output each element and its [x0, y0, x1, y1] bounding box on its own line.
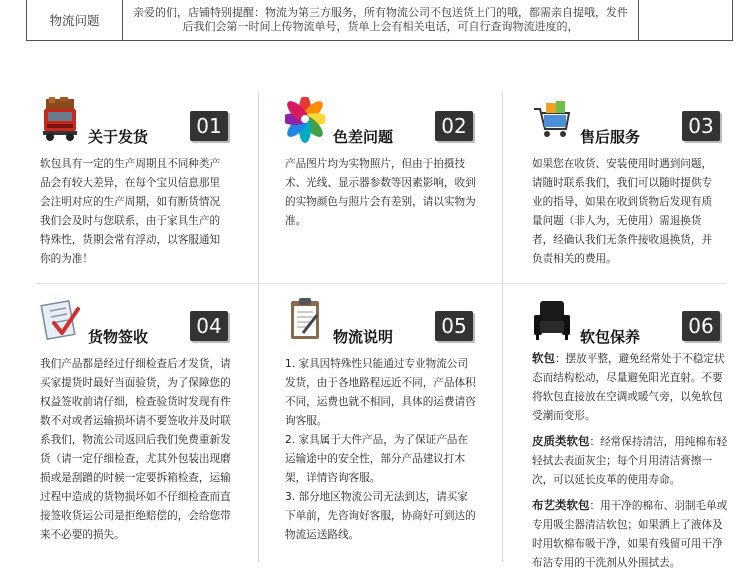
shopping-cart-icon: [532, 97, 572, 143]
section-care: [532, 297, 748, 573]
section-color-difference: [285, 97, 501, 231]
section-shipping: [40, 97, 256, 269]
section-body: 软包具有一定的生产周期且不同种类产品会有较大差异，在每个宝贝信息那里会注明对应的生产周期，如有断货情况我们会及时与您联系，由于家具生产的特殊性，货期会常有浮动，以客服通知你的为准！: [40, 158, 221, 265]
care-paragraph: 布艺类软包：用干净的棉布、羽制毛单或专用吸尘器清洁软包；如果洒上了液体及时用软棉布吸干净，如果有残留可用干净布沾专用的干洗剂从外围拭去。: [532, 498, 728, 569]
section-title: 物流说明: [333, 328, 394, 346]
logistics-point: 2. 家具属于大件产品，为了保证产品在运输途中的安全性，部分产品建议打木架，详情咨询客服。: [285, 434, 468, 484]
section-title: 色差问题: [333, 128, 394, 146]
care-paragraph: 软包：摆放平整，避免经常处于不稳定状态而结构松动，尽量避免阳光直射。不要将软包直接放在空调或暖气旁，以免软包受潮而变形。: [532, 351, 725, 422]
column-divider: [258, 92, 259, 562]
checklist-icon: [40, 297, 80, 343]
logistics-label: 物流问题: [27, 0, 123, 40]
section-receipt: [40, 297, 256, 545]
section-body: 如果您在收货、安装使用时遇到问题，请随时联系我们，我们可以随时提供专业的指导，如果在收到货物后发现有质量问题（非人为，无使用）需退换货者，经确认我们无条件接收退换货，并负责相关的费用。: [532, 158, 713, 265]
section-number: 04: [190, 311, 228, 341]
section-title: 软包保养: [580, 328, 641, 346]
section-number: 03: [682, 111, 720, 141]
section-logistics: [285, 297, 501, 545]
section-title: 关于发货: [88, 128, 149, 146]
clipboard-icon: [285, 297, 325, 343]
logistics-text: 亲爱的们，店铺特别提醒：物流为第三方服务，所有物流公司不包送货上门的哦，都需亲自提哦，发件后我们会第一时间上传物流单号，货单上会有相关电话，可自行查询物流进度的，: [123, 0, 639, 40]
section-body: [285, 355, 477, 545]
color-wheel-icon: [285, 97, 325, 143]
armchair-icon: [532, 297, 572, 343]
column-divider: [502, 92, 503, 562]
section-title: 售后服务: [580, 128, 641, 146]
section-number: 05: [435, 311, 473, 341]
delivery-truck-icon: [40, 97, 80, 143]
care-paragraph: 皮质类软包：经常保持清洁，用纯棉布轻轻拭去表面灰尘；每个月用清洁膏擦一次，可以延长皮革的使用寿命。: [532, 434, 728, 486]
section-body: 我们产品都是经过仔细检查后才发货，请买家提货时最好当面验货，为了保障您的权益签收前请仔细，检查验货时发现有件数不对或者运输损坏请不要签收并及时联系我们，物流公司返回后我们免费重新发货（请一定仔细检查，尤其外包装出现磨损或是刮蹭的时候一定要拆箱检查，运输过程中造成的货物损坏如不仔细检查而直接签收货运公司是拒绝赔偿的，会给您带来不必要的损失。: [40, 358, 231, 541]
logistics-point: 3. 部分地区物流公司无法到达，请买家下单前，先咨询好客服，协商好可到达的物流运送路线。: [285, 491, 476, 541]
section-after-sales: [532, 97, 748, 269]
section-body: 产品图片均为实物照片，但由于拍摄技术、光线、显示器参数等因素影响，收到的实物颜色与照片会有差别，请以实物为准。: [285, 158, 476, 227]
logistics-point: 1. 家具因特殊性只能通过专业物流公司发货，由于各地路程远近不同，产品体积不同，运费也就不相同，具体的运费请咨询客服。: [285, 358, 476, 427]
section-body: [532, 349, 728, 573]
section-number: 02: [435, 111, 473, 141]
logistics-notice-table: [26, 0, 733, 41]
section-number: 01: [190, 111, 228, 141]
section-number: 06: [682, 311, 720, 341]
section-title: 货物签收: [88, 328, 149, 346]
row-divider: [36, 283, 726, 284]
